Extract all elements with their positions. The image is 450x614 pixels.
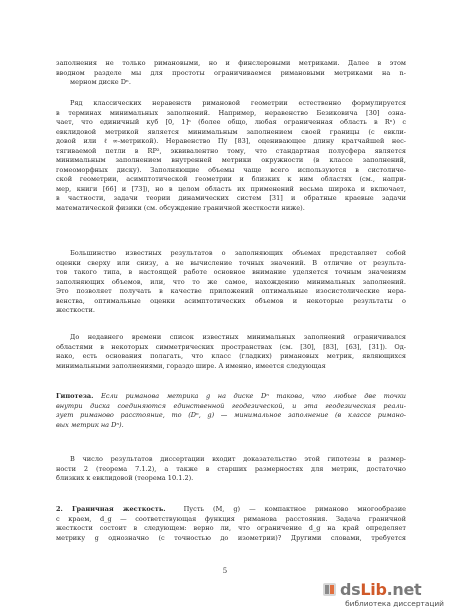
- hypothesis-title: Гипотеза.: [56, 392, 94, 400]
- text-line: [56, 392, 406, 402]
- text-line: жесткости.: [56, 306, 95, 315]
- text-line: гомеоморфных диску). Заполняющие объемы чаще всего используются в систоличе-: [56, 165, 406, 174]
- text-line: мер, книги [66] и [73]), но в целом область их применений весьма широка и включает,: [56, 184, 406, 193]
- text-line: евклидовой метрикой является минимальным заполнением своей границы (с евкли-: [56, 127, 406, 136]
- text-line: внутри диска соединяются единственной геодезической, и эта геодезическая реали-: [56, 401, 406, 410]
- dslib-watermark[interactable]: [322, 580, 444, 610]
- text-line: Это позволяет получать в качестве приложений оптимальные изосистолические нера-: [56, 287, 406, 296]
- text-line: зует риманово расстояние, то (Dⁿ, g) — минимальное заполнение (в классе римано-: [56, 411, 406, 420]
- text-line: [56, 505, 406, 515]
- paragraph-classical-inequalities: [56, 99, 406, 214]
- text-line: В число результатов диссертации входит доказательство этой гипотезы в размер-: [70, 455, 406, 463]
- text-line: заполнения не только римановыми, но и финслеровыми метриками. Далее в этом: [56, 59, 406, 67]
- paragraph-intro-continuation: [56, 59, 406, 88]
- text-line: минимальными заполнениями, гораздо шире. А именно, имеется следующая: [56, 361, 326, 370]
- text-line: До недавнего времени список известных минимальных заполнений ограничивался: [70, 333, 406, 341]
- text-line: венства, оптимальные оценки асимптотических объемов и некоторые результаты о: [56, 296, 406, 305]
- text-line: минимальным заполнением внутренней метрики окружности (в классе заполнений,: [56, 156, 406, 165]
- text-line: тягиваемой петли в RP², эквивалентно тому, что стандартная полусфера является: [56, 146, 406, 155]
- section-heading: 2. Граничная жесткость.: [56, 505, 166, 513]
- text-line: жесткости состоит в следующем: верно ли, что ограничение d_g на край определяет: [56, 524, 406, 533]
- text-line: мерном диске Dⁿ.: [70, 78, 131, 87]
- section-boundary-rigidity: [56, 505, 406, 543]
- paragraph-dissertation-results: [56, 455, 406, 484]
- page-number: 5: [222, 567, 228, 575]
- text-line: Большинство известных результатов о заполняющих объемах представляет собой: [70, 249, 406, 257]
- dslib-logo-icon: [322, 582, 337, 597]
- text-line: нако, есть основания полагать, что класс (гладких) римановых метрик, являющихся: [56, 352, 406, 361]
- hypothesis-block: [56, 392, 406, 430]
- dslib-subtitle: библиотека диссертаций: [345, 599, 444, 608]
- text-line: довой или ℓ∞-метрикой). Неравенство Пу [83], оценивающее длину кратчайшей нес-: [56, 137, 406, 146]
- text-line: математической физики (см. обсуждение граничной жесткости ниже).: [56, 204, 305, 213]
- text-line: тов такого типа, в настоящей работе основное внимание уделяется точным значениям: [56, 268, 406, 277]
- text-line: близких к евклидовой (теорема 10.1.2).: [56, 474, 194, 483]
- text-line: метрику g однозначно (с точностью до изометрии)? Другими словами, требуется: [56, 533, 406, 542]
- text-line: ности 2 (теорема 7.1.2), а также в старших размерностях для метрик, достаточно: [56, 464, 406, 473]
- text-line: областями в некоторых симметрических пространствах (см. [30], [83], [63], [31]). Од-: [56, 342, 406, 351]
- text-line: оценки сверху или снизу, а не вычисление точных значений. В отличие от результа-: [56, 258, 406, 267]
- text-line: чает, что единичный куб [0, 1]ⁿ (более общо, любая ограниченная область в Rⁿ) с: [56, 118, 406, 127]
- dslib-logo-text: dsLib.net: [340, 580, 422, 599]
- text-line: Ряд классических неравенств римановой геометрии естественно формулируется: [70, 99, 406, 107]
- text-line: с краем, d_g — соответствующая функция римановa расстояния. Задача граничной: [56, 514, 406, 523]
- paragraph-recent-list: [56, 333, 406, 371]
- hypothesis-text: Если риманова метрика g на диске Dⁿ такова, что любые две точки: [101, 392, 406, 400]
- text-line: в терминах минимальных заполнений. Например, неравенство Безиковича [30] озна-: [56, 108, 406, 117]
- text-line: в частности, задачи теории динамических систем [31] и обратные краевые задачи: [56, 194, 406, 203]
- text-line: вводном разделе мы для простоты ограничиваемся римановыми метриками на n-: [56, 68, 406, 77]
- text-line: ской геометрии, асимптотической геометрии и близких к ним областях (см., напри-: [56, 175, 406, 184]
- paragraph-known-results: [56, 249, 406, 316]
- text-line: заполняющих объемов, или, что то же самое, нахождению минимальных заполнений.: [56, 277, 406, 286]
- text-line: вых метрик на Dⁿ).: [56, 420, 124, 429]
- section-text: Пусть (M, g) — компактное риманово многообразие: [183, 505, 406, 513]
